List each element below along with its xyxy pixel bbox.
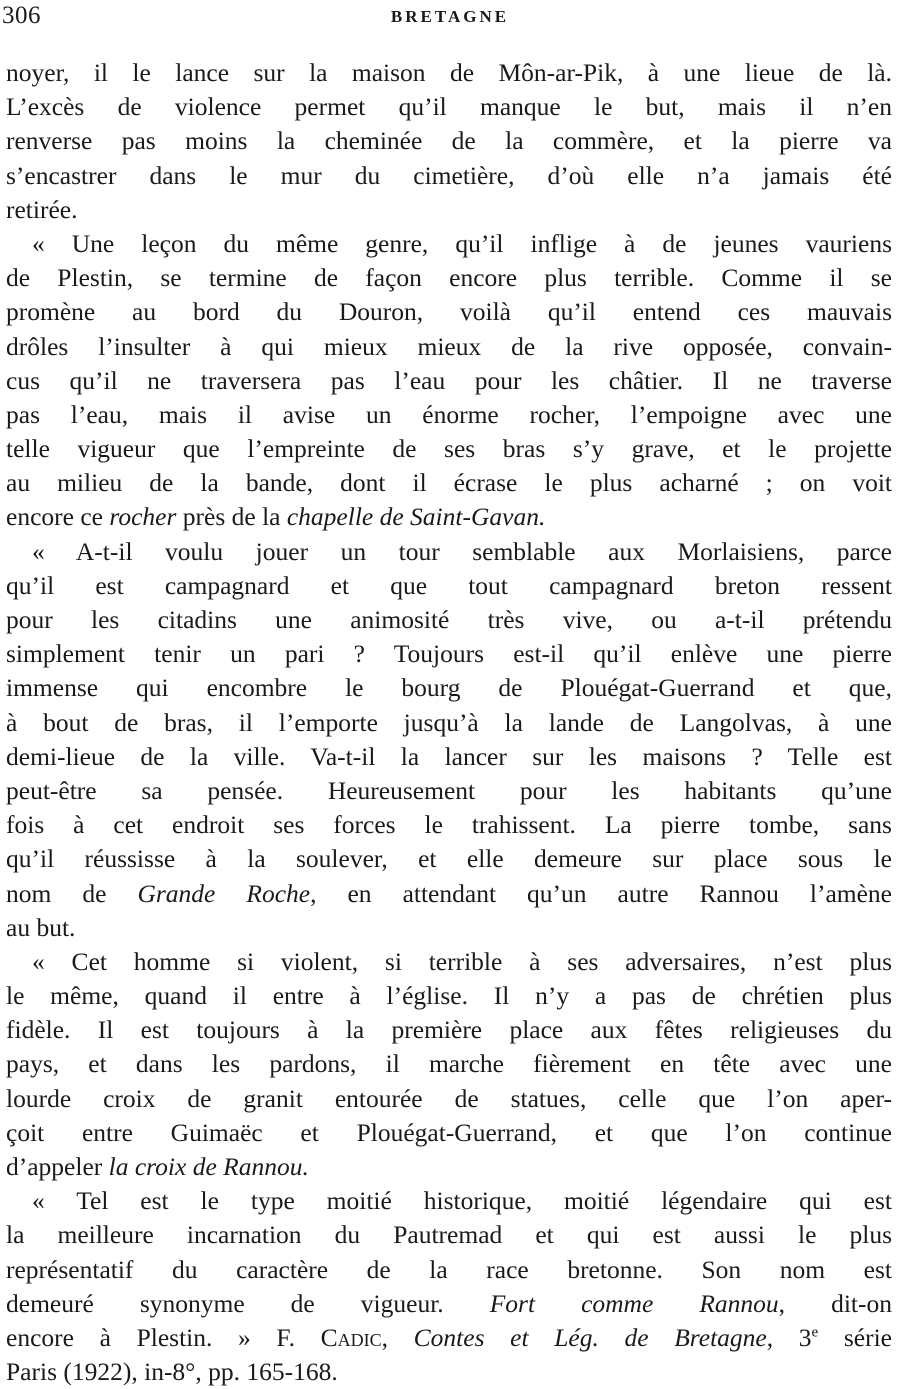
text-line: nom de Grande Roche, en attendant qu’un autre Rannou l’amène [6, 878, 892, 908]
text-line: à bout de bras, il l’emporte jusqu’à la lande de Langolvas, à une [6, 707, 892, 737]
running-head: BRETAGNE [390, 7, 510, 26]
text-line: Paris (1922), in-8°, pp. 165-168. [6, 1357, 338, 1387]
text-line: demi-lieue de la ville. Va-t-il la lancer sur les maisons ? Telle est [6, 741, 892, 771]
text-line: peut-être sa pensée. Heureusement pour les habitants qu’une [6, 775, 892, 805]
text-line: pour les citadins une animosité très vive, ou a-t-il prétendu [6, 605, 892, 634]
page-header [0, 2, 900, 34]
text-line: retirée. [6, 194, 78, 224]
text-line: d’appeler la croix de Rannou. [6, 1152, 309, 1181]
text-line: au but. [6, 912, 76, 942]
text-line: telle vigueur que l’empreinte de ses bras s’y grave, et le projette [6, 434, 892, 464]
text-line: simplement tenir un pari ? Toujours est-il qu’il enlève une pierre [6, 639, 892, 669]
text-line: la meilleure incarnation du Pautremad et qui est aussi le plus [6, 1220, 892, 1250]
text-line: qu’il est campagnard et que tout campagnard breton ressent [6, 570, 892, 600]
text-line: fois à cet endroit ses forces le trahissent. La pierre tombe, sans [6, 810, 892, 840]
text-line: encore à Plestin. » F. Cadic, Contes et Lég. de Bretagne, 3e série [6, 1322, 892, 1352]
text-line: représentatif du caractère de la race bretonne. Son nom est [6, 1254, 892, 1284]
text-line: lourde croix de granit entourée de statues, celle que l’on aper- [6, 1083, 892, 1113]
text-line: « Cet homme si violent, si terrible à ses adversaires, n’est plus [32, 946, 892, 976]
text-line: au milieu de la bande, dont il écrase le plus acharné ; on voit [6, 468, 892, 498]
text-line: drôles l’insulter à qui mieux mieux de la rive opposée, convain- [6, 331, 892, 361]
body-text [0, 56, 900, 1389]
text-line: fidèle. Il est toujours à la première place aux fêtes religieuses du [6, 1015, 892, 1045]
text-line: çoit entre Guimaëc et Plouégat-Guerrand, et que l’on continue [6, 1117, 892, 1147]
text-line: promène au bord du Douron, voilà qu’il entend ces mauvais [6, 297, 892, 327]
text-line: « A-t-il voulu jouer un tour semblable aux Morlaisiens, parce [32, 536, 892, 566]
text-line: L’excès de violence permet qu’il manque le but, mais il n’en [6, 92, 892, 122]
text-line: pas l’eau, mais il avise un énorme rocher, l’empoigne avec une [6, 399, 892, 429]
text-line: immense qui encombre le bourg de Plouégat-Guerrand et que, [6, 673, 892, 703]
text-line: renverse pas moins la cheminée de la commère, et la pierre va [6, 126, 892, 156]
text-line: demeuré synonyme de vigueur. Fort comme Rannou, dit-on [6, 1288, 892, 1318]
text-line: qu’il réussisse à la soulever, et elle demeure sur place sous le [6, 844, 892, 874]
text-line: encore ce rocher près de la chapelle de Saint-Gavan. [6, 502, 546, 532]
text-line: « Tel est le type moitié historique, moitié légendaire qui est [32, 1186, 892, 1216]
text-line: de Plestin, se termine de façon encore plus terrible. Comme il se [6, 263, 892, 293]
text-line: s’encastrer dans le mur du cimetière, d’où elle n’a jamais été [6, 160, 892, 190]
text-line: pays, et dans les pardons, il marche fièrement en tête avec une [6, 1049, 892, 1079]
page-number: 306 [2, 2, 41, 29]
text-line: cus qu’il ne traversera pas l’eau pour les châtier. Il ne traverse [6, 365, 892, 395]
text-line: « Une leçon du même genre, qu’il inflige à de jeunes vauriens [32, 228, 892, 258]
text-line: le même, quand il entre à l’église. Il n’y a pas de chrétien plus [6, 981, 892, 1011]
text-line: noyer, il le lance sur la maison de Môn-ar-Pik, à une lieue de là. [6, 58, 892, 87]
